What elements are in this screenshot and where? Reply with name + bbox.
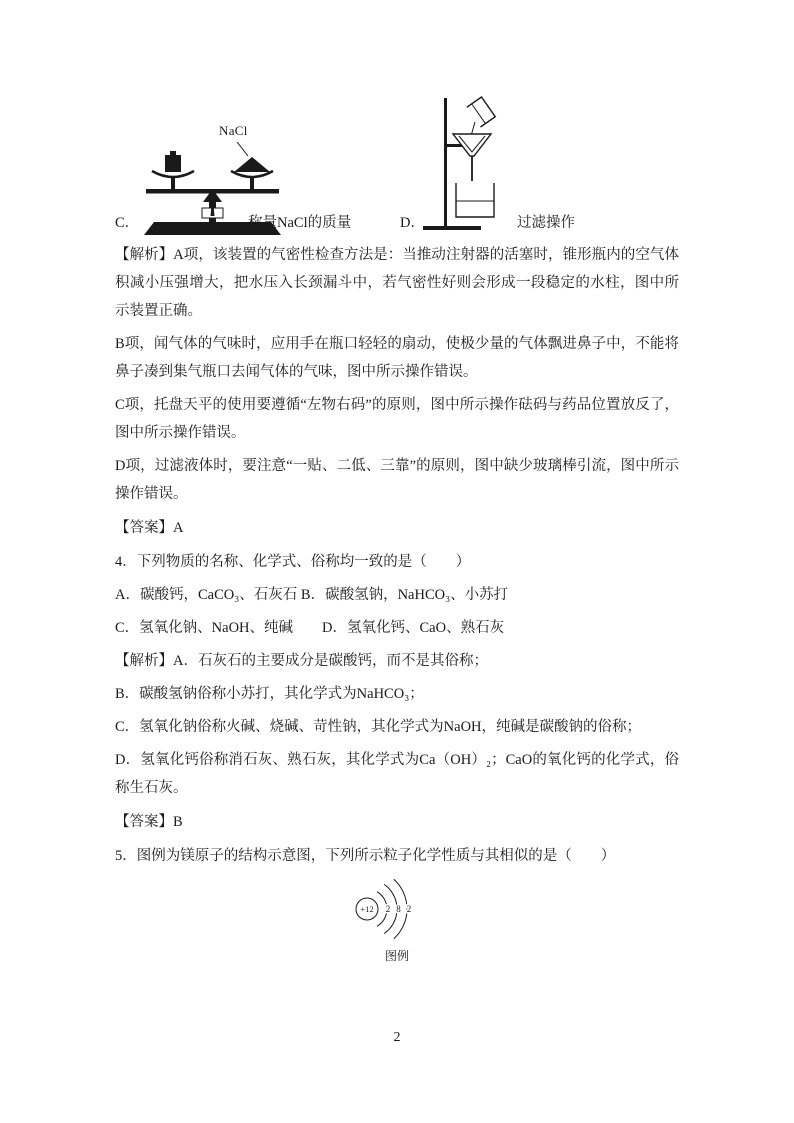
q4-analysis-b: B．碳酸氢钠俗称小苏打，其化学式为NaHCO₃； [115,686,424,702]
option-d-letter: D． [400,215,425,231]
shell3-electrons-label: 2 [406,904,411,914]
magnesium-atom-diagram [337,878,457,964]
filtration-apparatus-icon [418,95,503,235]
q4-answer: 【答案】B [115,814,183,830]
q4-analysis-c: C．氢氧化钠俗称火碱、烧碱、苛性钠，其化学式为NaOH，纯碱是碳酸钠的俗称； [115,719,642,735]
q4-options-ab: A．碳酸钙，CaCO₃、石灰石 B．碳酸氢钠，NaHCO₃、小苏打 [115,587,509,603]
q4-options-cd: C．氢氧化钠、NaOH、纯碱 D．氢氧化钙、CaO、熟石灰 [115,620,505,636]
shell2-electrons-label: 8 [395,904,401,914]
option-d-caption: 过滤操作 [517,215,575,231]
q3-analysis-c: C项，托盘天平的使用要遵循“左物右码”的原则，图中所示操作砝码与药品位置放反了，图中所示操作错误。 [115,397,679,441]
q3-figure-row [115,95,679,235]
q5-question: 5．图例为镁原子的结构示意图，下列所示粒子化学性质与其相似的是（ ） [115,848,616,864]
shell1-electrons-label: 2 [385,904,390,914]
atom-diagram-caption: 图例 [384,949,409,963]
q3-analysis-b: B项，闻气体的气味时，应用手在瓶口轻轻的扇动，使极少量的气体飘进鼻子中，不能将鼻子凑到集气瓶口去闻气体的气味，图中所示操作错误。 [115,336,679,380]
nucleus-charge-label: +12 [359,904,374,914]
q4-analysis-a: 【解析】A．石灰石的主要成分是碳酸钙，而不是其俗称； [115,653,488,669]
nacl-label: NaCl [219,123,248,138]
option-c-caption: 称量NaCl的质量 [248,215,352,231]
q3-analysis-a: 【解析】A项，该装置的气密性检查方法是：当推动注射器的活塞时，锥形瓶内的空气体积减小压强增大，把水压入长颈漏斗中，若气密性好则会形成一段稳定的水柱，图中所示装置正确。 [115,247,679,319]
q4-analysis-d: D．氢氧化钙俗称消石灰、熟石灰，其化学式为Ca（OH）₂；CaO的氧化钙的化学式，俗称生石灰。 [115,752,679,796]
q3-analysis-d: D项，过滤液体时，要注意“一贴、二低、三靠”的原则，图中缺少玻璃棒引流，图中所示操作错误。 [115,458,679,502]
q4-question: 4．下列物质的名称、化学式、俗称均一致的是（ ） [115,554,471,570]
page-number: 2 [393,1030,401,1045]
q3-answer: 【答案】A [115,520,184,536]
option-c-letter: C． [115,215,140,231]
atom-structure-icon [350,878,445,940]
